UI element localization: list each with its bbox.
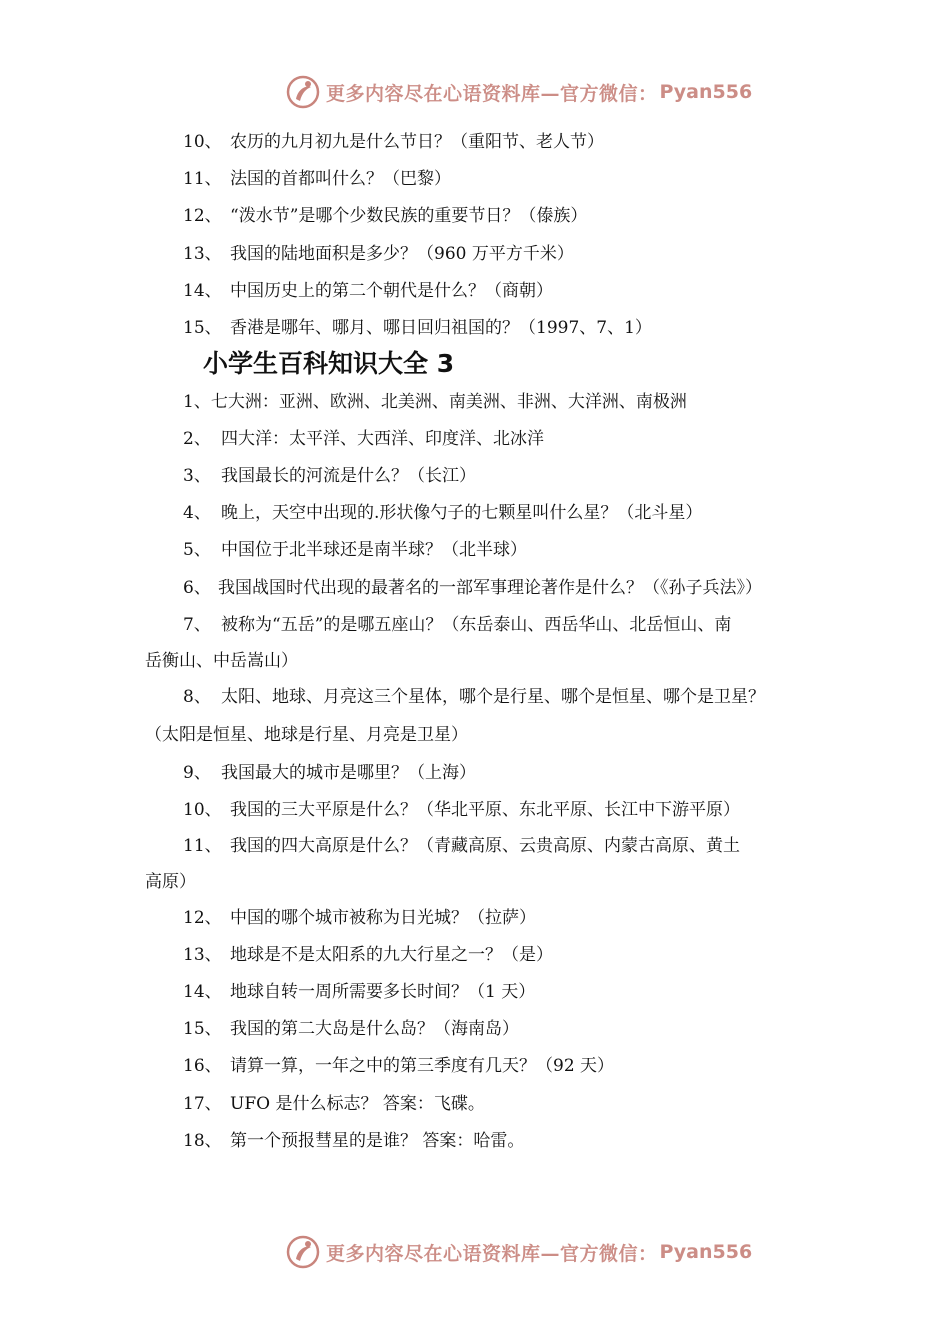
item-text: 我国的三大平原是什么？（华北平原、东北平原、长江中下游平原） [230, 800, 740, 820]
item-text: 我国最长的河流是什么？（长江） [221, 466, 476, 486]
item-number: 3、 [183, 466, 211, 486]
list-item [183, 686, 765, 708]
item-text: 我国的第二大岛是什么岛？（海南岛） [230, 1019, 519, 1039]
item-text: 农历的九月初九是什么节日？（重阳节、老人节） [230, 132, 604, 152]
item-text: “泼水节”是哪个少数民族的重要节日？（傣族） [230, 206, 588, 226]
footer-watermark [286, 1234, 752, 1270]
item-number: 16、 [183, 1056, 222, 1076]
item-number: 13、 [183, 244, 222, 264]
item-text: 地球自转一周所需要多长时间？（1 天） [230, 982, 536, 1002]
list-item [183, 205, 587, 227]
list-item [183, 1055, 614, 1077]
item-number: 14、 [183, 982, 222, 1002]
list-item [183, 502, 702, 524]
list-item [183, 243, 574, 265]
item-text: 香港是哪年、哪月、哪日回归祖国的？（1997、7、1） [230, 318, 652, 338]
item-number: 7、 [183, 615, 211, 635]
list-item [183, 465, 476, 487]
item-text: 晚上，天空中出现的.形状像勺子的七颗星叫什么星？（北斗星） [221, 503, 703, 523]
item-text: 地球是不是太阳系的九大行星之一？（是） [230, 945, 553, 965]
item-text: 四大洋：太平洋、大西洋、印度洋、北冰洋 [221, 429, 544, 449]
list-item [183, 944, 553, 966]
item-text: 中国位于北半球还是南半球？（北半球） [221, 540, 527, 560]
item-number: 15、 [183, 318, 222, 338]
list-item [183, 280, 553, 302]
list-item [183, 317, 652, 339]
list-item [183, 131, 604, 153]
item-number: 5、 [183, 540, 211, 560]
item-number: 10、 [183, 800, 222, 820]
brand-logo-icon [286, 1235, 320, 1269]
item-text: 第一个预报彗星的是谁？ 答案：哈雷。 [230, 1131, 525, 1151]
item-number: 13、 [183, 945, 222, 965]
banner-wechat-id: Pyan556 [659, 81, 753, 103]
list-item [183, 907, 536, 929]
item-text: 我国的四大高原是什么？（青藏高原、云贵高原、内蒙古高原、黄土 [230, 836, 740, 856]
item-number: 12、 [183, 908, 222, 928]
item-text: 太阳、地球、月亮这三个星体，哪个是行星、哪个是恒星、哪个是卫星？ [221, 687, 765, 707]
item-number: 6、 [183, 578, 211, 598]
item-text: 中国历史上的第二个朝代是什么？（商朝） [230, 281, 553, 301]
list-item-continuation: 岳衡山、中岳嵩山） [145, 651, 298, 671]
list-item [183, 168, 451, 190]
list-item [183, 428, 544, 450]
item-number: 14、 [183, 281, 222, 301]
list-item [183, 1130, 524, 1152]
list-item [183, 614, 731, 636]
item-number: 9、 [183, 763, 211, 783]
item-number: 2、 [183, 429, 211, 449]
header-watermark [286, 74, 752, 110]
item-number: 11、 [183, 836, 222, 856]
item-number: 10、 [183, 132, 222, 152]
list-item-continuation: （太阳是恒星、地球是行星、月亮是卫星） [145, 725, 468, 745]
banner-wechat-id: Pyan556 [659, 1241, 753, 1263]
list-item [183, 1093, 485, 1115]
item-text: 请算一算，一年之中的第三季度有几天？（92 天） [230, 1056, 615, 1076]
item-text: 我国最大的城市是哪里？（上海） [221, 763, 476, 783]
list-item [183, 981, 535, 1003]
item-text: UFO 是什么标志？ 答案：飞碟。 [230, 1094, 485, 1114]
item-text: 1、七大洲：亚洲、欧洲、北美洲、南美洲、非洲、大洋洲、南极洲 [183, 392, 687, 412]
item-number: 11、 [183, 169, 222, 189]
list-item [183, 762, 476, 784]
item-text: 法国的首都叫什么？（巴黎） [230, 169, 451, 189]
item-number: 18、 [183, 1131, 222, 1151]
list-item [183, 577, 762, 599]
item-text: 中国的哪个城市被称为日光城？（拉萨） [230, 908, 536, 928]
list-item-continuation: 高原） [145, 872, 196, 892]
banner-text: 更多内容尽在心语资料库—官方微信： [326, 82, 658, 105]
item-number: 8、 [183, 687, 211, 707]
section-title: 小学生百科知识大全 3 [203, 349, 455, 378]
list-item [183, 1018, 519, 1040]
item-text: 我国战国时代出现的最著名的一部军事理论著作是什么？（《孙子兵法》） [218, 578, 762, 598]
item-number: 12、 [183, 206, 222, 226]
list-item [183, 799, 740, 821]
item-text: 被称为“五岳”的是哪五座山？（东岳泰山、西岳华山、北岳恒山、南 [221, 615, 732, 635]
item-number: 15、 [183, 1019, 222, 1039]
item-number: 17、 [183, 1094, 222, 1114]
brand-logo-icon [286, 75, 320, 109]
list-item [183, 835, 740, 857]
list-item [183, 391, 687, 413]
item-number: 4、 [183, 503, 211, 523]
banner-text: 更多内容尽在心语资料库—官方微信： [326, 1242, 658, 1265]
item-text: 我国的陆地面积是多少？（960 万平方千米） [230, 244, 574, 264]
list-item [183, 539, 527, 561]
